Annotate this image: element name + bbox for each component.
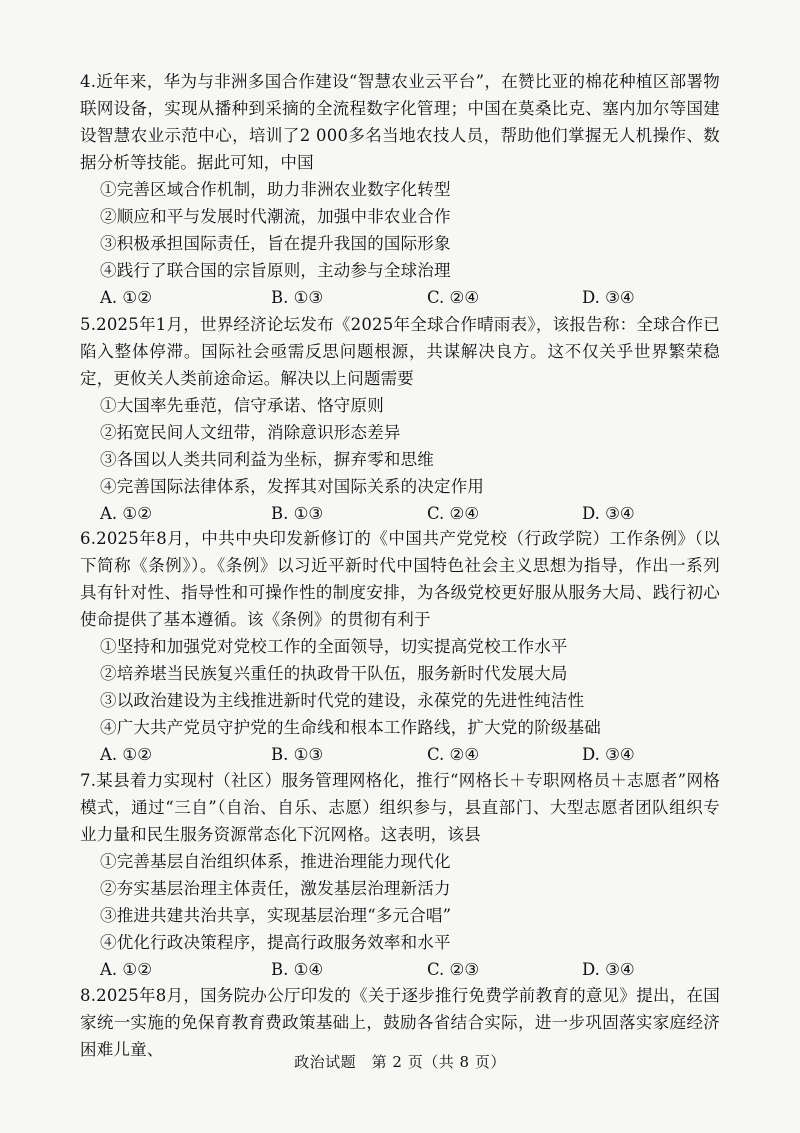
choice-b: B. ①③ xyxy=(271,504,324,523)
question-number: 7. xyxy=(80,771,97,790)
option-3: ③积极承担国际责任，旨在提升我国的国际形象 xyxy=(100,234,451,253)
question-number: 5. xyxy=(80,315,97,334)
page-footer: 政治试题 第 2 页（共 8 页） xyxy=(294,1053,506,1071)
option-2: ②拓宽民间人文纽带，消除意识形态差异 xyxy=(100,423,401,442)
choice-d: D. ③④ xyxy=(582,288,635,307)
option-2: ②培养堪当民族复兴重任的执政骨干队伍，服务新时代发展大局 xyxy=(100,664,568,683)
option-1: ①大国率先垂范，信守承诺、恪守原则 xyxy=(100,396,384,415)
option-1: ①完善区域合作机制，助力非洲农业数字化转型 xyxy=(100,180,451,199)
question-text: 2025年8月，中共中央印发新修订的《中国共产党党校（行政学院）工作条例》（以下简称《条例》）。《条例》以习近平新时代中国特色社会主义思想为指导，作出一系列具有针对性、指导性和可操作性的制度安排，为各级党校更好服从服务大局、践行初心使命提供了基本遵循。该《条例》的贯彻有利于 xyxy=(80,529,720,629)
option-2: ②顺应和平与发展时代潮流，加强中非农业合作 xyxy=(100,207,451,226)
option-3: ③以政治建设为主线推进新时代党的建设，永葆党的先进性纯洁性 xyxy=(100,691,585,710)
choice-c: C. ②④ xyxy=(427,745,480,764)
option-4: ④优化行政决策程序，提高行政服务效率和水平 xyxy=(100,933,451,952)
question-7 xyxy=(80,767,720,983)
question-text: 2025年1月，世界经济论坛发布《2025年全球合作晴雨表》，该报告称：全球合作已陷入整体停滞。国际社会亟需反思问题根源，共谋解决良方。这不仅关乎世界繁荣稳定，更攸关人类前途命运。解决以上问题需要 xyxy=(80,315,720,388)
option-3: ③各国以人类共同利益为坐标，摒弃零和思维 xyxy=(100,450,434,469)
choice-a: A. ①② xyxy=(100,504,152,523)
option-1: ①坚持和加强党对党校工作的全面领导，切实提高党校工作水平 xyxy=(100,637,568,656)
question-number: 8. xyxy=(80,986,97,1005)
option-4: ④广大共产党员守护党的生命线和根本工作路线，扩大党的阶级基础 xyxy=(100,718,601,737)
option-1: ①完善基层自治组织体系，推进治理能力现代化 xyxy=(100,852,451,871)
question-number: 4. xyxy=(80,72,97,91)
choice-c: C. ②④ xyxy=(427,288,480,307)
question-stem xyxy=(80,68,720,176)
question-text: 2025年8月，国务院办公厅印发的《关于逐步推行免费学前教育的意见》提出，在国家统一实施的免保育教育费政策基础上，鼓励各省结合实际，进一步巩固落实家庭经济困难儿童、 xyxy=(80,986,720,1059)
choice-a: A. ①② xyxy=(100,960,152,979)
question-text: 某县着力实现村（社区）服务管理网格化，推行“网格长＋专职网格员＋志愿者”网格模式，通过“三自”（自治、自乐、志愿）组织参与，县直部门、大型志愿者团队组织专业力量和民生服务资源常态化下沉网格。这表明，该县 xyxy=(80,771,720,844)
choice-d: D. ③④ xyxy=(582,745,635,764)
choice-a: A. ①② xyxy=(100,288,152,307)
choice-b: B. ①④ xyxy=(271,960,324,979)
question-text: 近年来，华为与非洲多国合作建设“智慧农业云平台”，在赞比亚的棉花种植区部署物联网设备，实现从播种到采摘的全流程数字化管理；中国在莫桑比克、塞内加尔等国建设智慧农业示范中心，培训了2 000多名当地农技人员，帮助他们掌握无人机操作、数据分析等技能。据此可知，中国 xyxy=(80,72,720,172)
option-2: ②夯实基层治理主体责任，激发基层治理新活力 xyxy=(100,879,451,898)
choice-c: C. ②④ xyxy=(427,504,480,523)
option-4: ④践行了联合国的宗旨原则，主动参与全球治理 xyxy=(100,261,451,280)
choice-b: B. ①③ xyxy=(271,745,324,764)
question-number: 6. xyxy=(80,529,97,548)
choice-b: B. ①③ xyxy=(271,288,324,307)
answer-choices xyxy=(80,741,720,768)
question-4 xyxy=(80,68,720,311)
choice-c: C. ②③ xyxy=(427,960,480,979)
option-3: ③推进共建共治共享，实现基层治理“多元合唱” xyxy=(100,906,452,925)
choice-d: D. ③④ xyxy=(582,960,635,979)
choice-d: D. ③④ xyxy=(582,504,635,523)
answer-choices xyxy=(80,284,720,311)
question-stem xyxy=(80,525,720,633)
question-stem xyxy=(80,311,720,392)
answer-choices xyxy=(80,956,720,983)
choice-a: A. ①② xyxy=(100,745,152,764)
option-4: ④完善国际法律体系，发挥其对国际关系的决定作用 xyxy=(100,477,485,496)
question-stem xyxy=(80,767,720,848)
answer-choices xyxy=(80,500,720,527)
question-6 xyxy=(80,525,720,768)
question-5 xyxy=(80,311,720,527)
